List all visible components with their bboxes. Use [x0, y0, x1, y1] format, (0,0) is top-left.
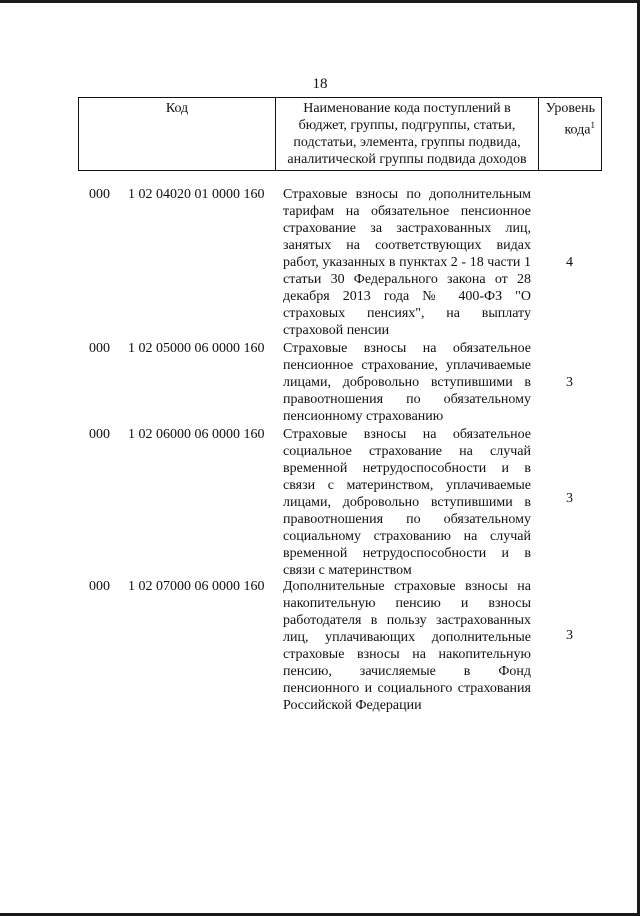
row-prefix: 000 [89, 341, 110, 356]
footnote-marker: 1 [590, 120, 595, 130]
header-code: Код [79, 98, 276, 171]
row-code: 1 02 06000 06 0000 160 [128, 427, 265, 442]
income-code-list [0, 186, 640, 714]
row-level: 3 [566, 491, 573, 506]
row-code: 1 02 05000 06 0000 160 [128, 341, 265, 356]
header-name: Наименование кода поступлений в бюджет, группы, подгруппы, статьи, подстатьи, элемента, группы подвида, аналитической группы подвида доходов [276, 98, 539, 171]
row-level: 3 [566, 375, 573, 390]
scan-border-top [0, 0, 640, 3]
row-prefix: 000 [89, 427, 110, 442]
table-row [0, 426, 640, 578]
table-row [0, 340, 640, 426]
row-name: Дополнительные страховые взносы на накопительную пенсию и взносы работодателя в пользу застрахованных лиц, уплачивающих дополнительные страховые взносы на накопительную пенсию, зачисляемые в Фонд пенсионного и социального страхования Российской Федерации [283, 579, 531, 713]
row-prefix: 000 [89, 187, 110, 202]
row-name: Страховые взносы по дополнительным тарифам на обязательное пенсионное страхование за застрахованных лиц, занятых на соответствующих видах работ, указанных в пунктах 2 - 18 части 1 статьи 30 Федерального закона от 28 декабря 2013 года № 400-ФЗ "О страховых пенсиях", на выплату страховой пенсии [283, 187, 531, 338]
row-prefix: 000 [89, 579, 110, 594]
header-level [539, 98, 602, 171]
table-row [0, 186, 640, 340]
row-level: 3 [566, 628, 573, 643]
page-number: 18 [312, 76, 328, 92]
header-level-label: Уровень кода [545, 101, 595, 138]
table-row [0, 578, 640, 714]
table-header [78, 97, 602, 171]
row-name: Страховые взносы на обязательное социальное страхование на случай временной нетрудоспособности и в связи с материнством, уплачиваемые лицами, добровольно вступившими в правоотношения по обязательному социальному страхованию на случай временной нетрудоспособности и в связи с материнством [283, 427, 531, 578]
row-level: 4 [566, 255, 573, 270]
row-name: Страховые взносы на обязательное пенсионное страхование, уплачиваемые лицами, добровольно вступившими в правоотношения по обязательному пенсионному страхованию [283, 341, 531, 424]
row-code: 1 02 07000 06 0000 160 [128, 579, 265, 594]
row-code: 1 02 04020 01 0000 160 [128, 187, 265, 202]
